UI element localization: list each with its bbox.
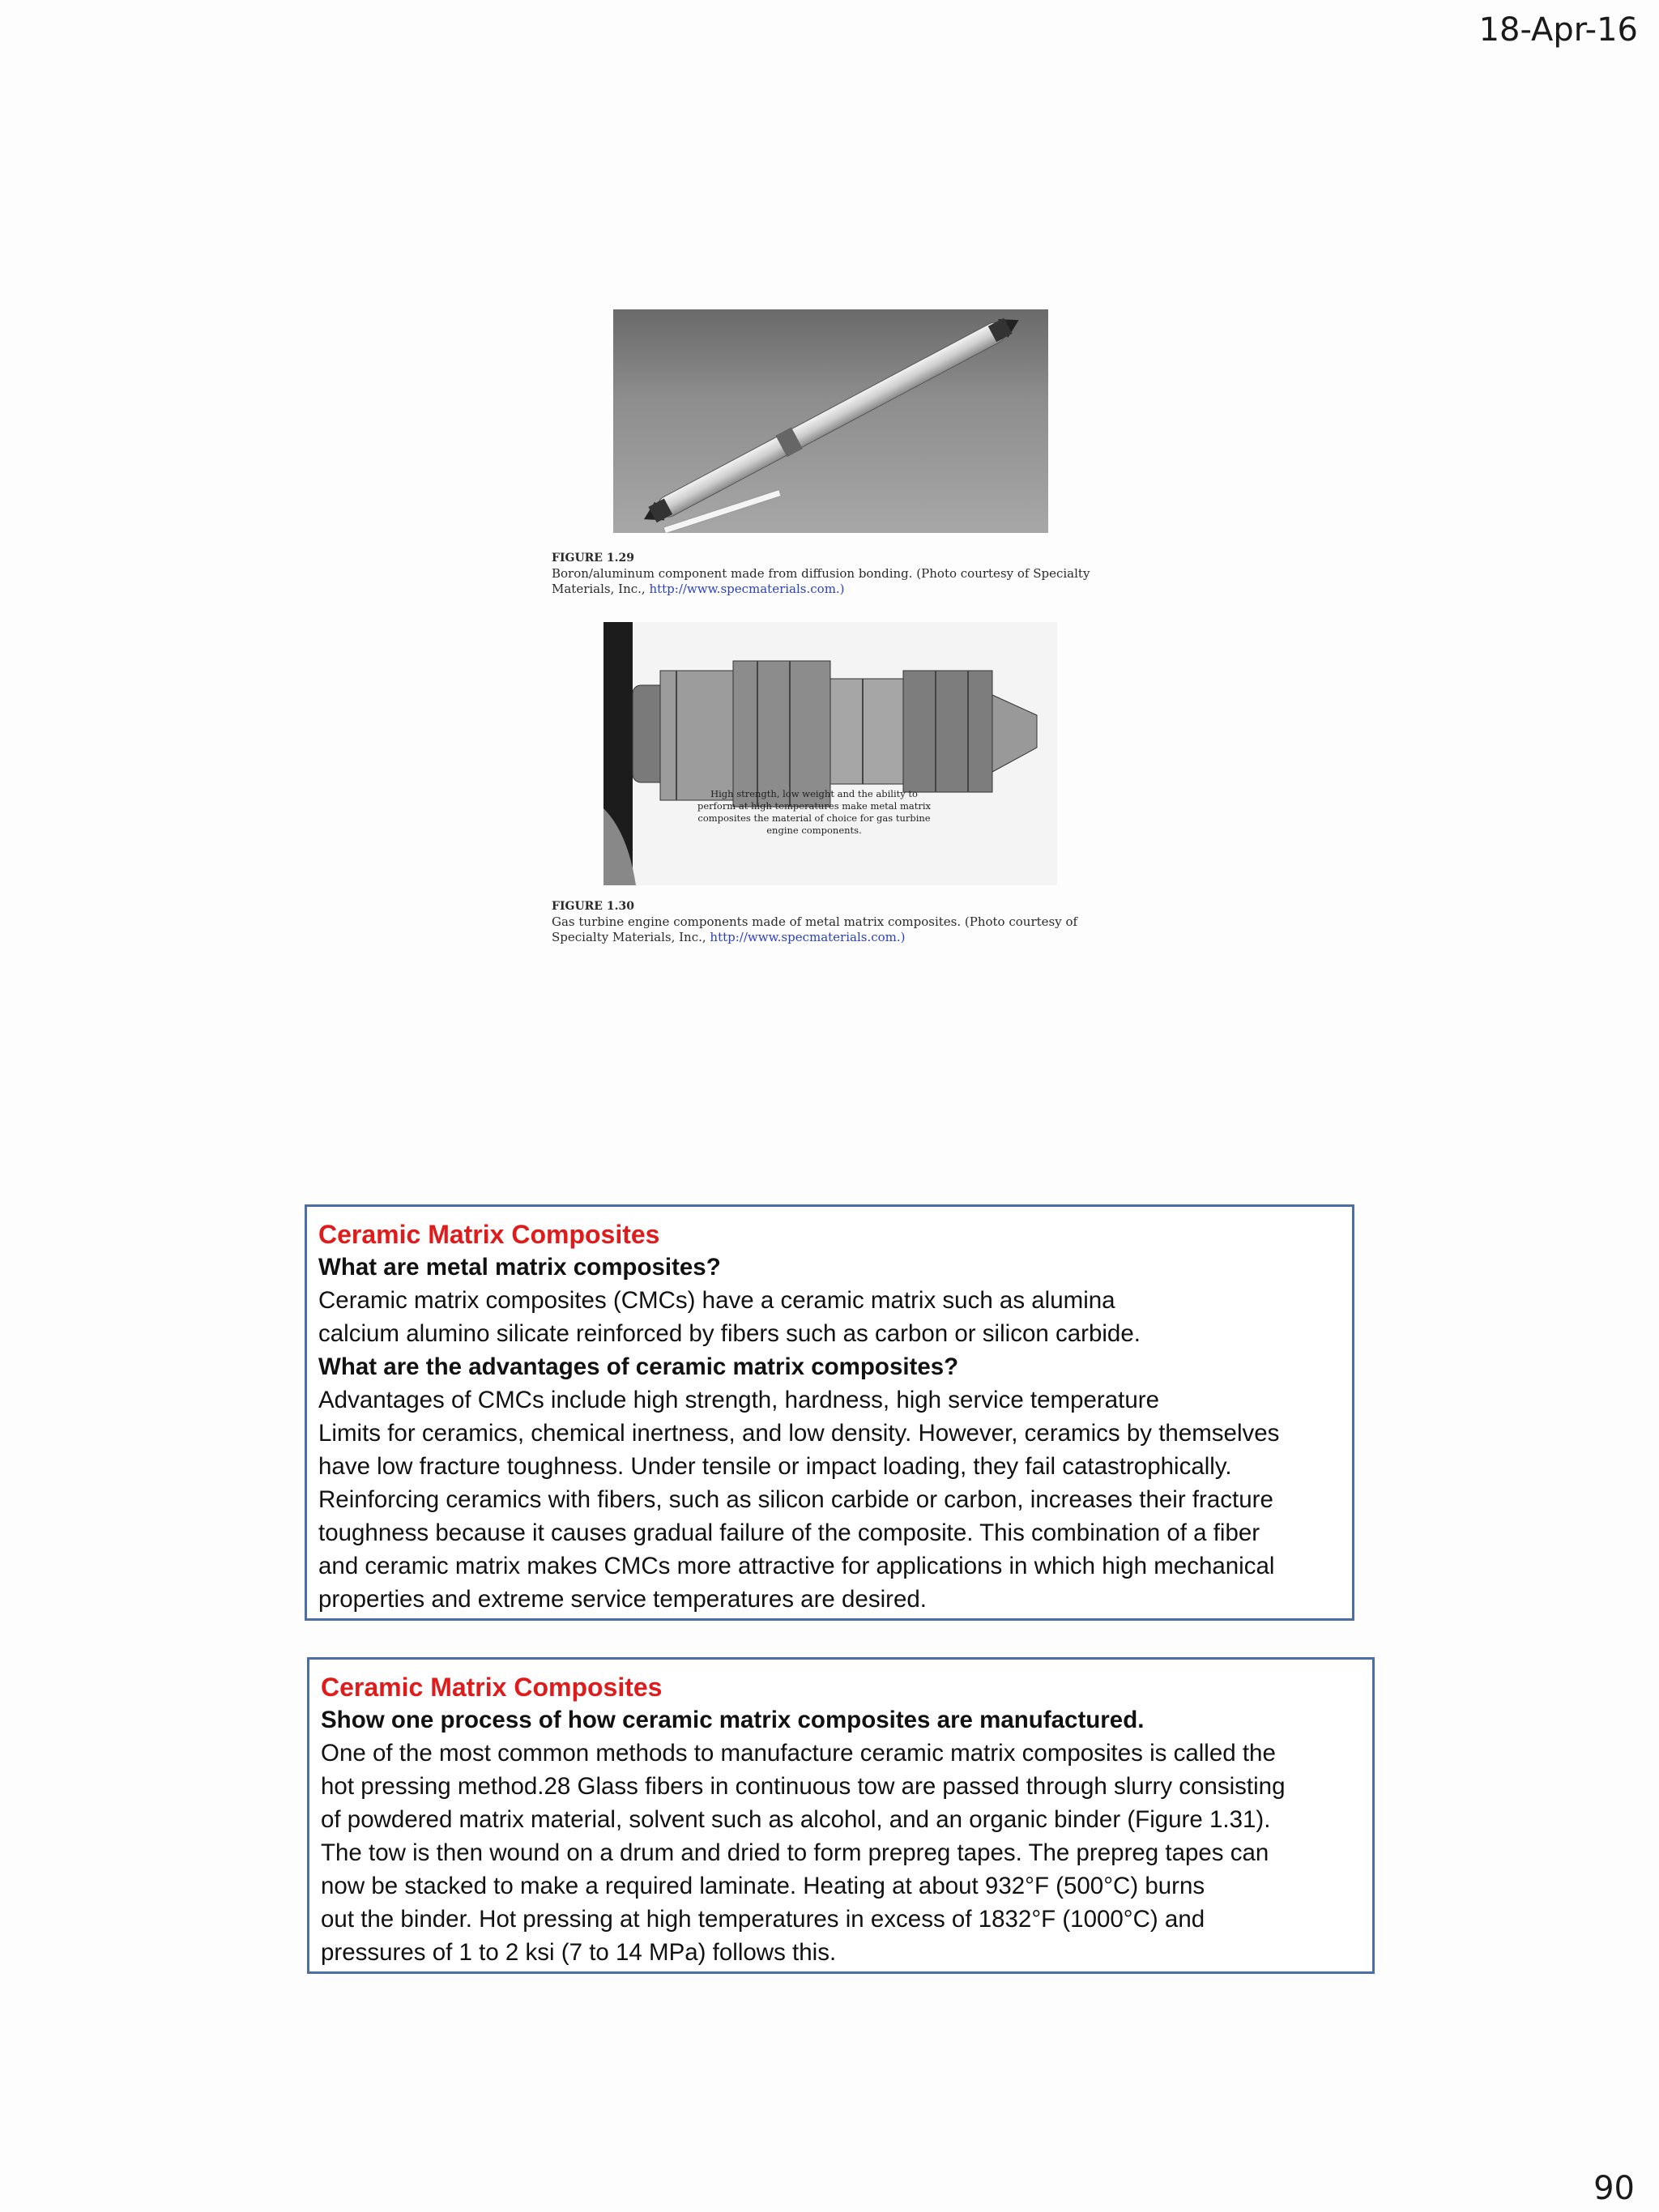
figure-label: FIGURE 1.30 [552, 900, 634, 913]
cmc-definition-box [305, 1204, 1354, 1621]
answer-paragraph: Ceramic matrix composites (CMCs) have a ceramic matrix such as alumina calcium alumino silicate reinforced by fibers such as carbon or silicon carbide. [318, 1287, 1141, 1347]
caption-link[interactable]: http://www.specmaterials.com.) [649, 582, 845, 596]
box-title: Ceramic Matrix Composites [318, 1220, 660, 1249]
cmc-manufacturing-box [307, 1657, 1375, 1974]
figure-1-30-caption [552, 899, 1119, 945]
answer-paragraph: One of the most common methods to manufacture ceramic matrix composites is called the hot pressing method.28 Glass fibers in continuous tow are passed through slurry consisting of powdered matrix material, solvent such as alcohol, and an organic binder (Figure 1.31). The tow is then wound on a drum and dried to form prepreg tapes. The prepreg tapes can now be stacked to make a required laminate. Heating at about 932°F (500°C) burns out the binder. Hot pressing at high temperatures in excess of 1832°F (1000°C) and pressures of 1 to 2 ksi (7 to 14 MPa) follows this. [321, 1740, 1286, 1966]
question-heading: What are the advantages of ceramic matrix composites? [318, 1353, 959, 1380]
gas-turbine-engine-photo [603, 622, 1057, 885]
answer-paragraph: Advantages of CMCs include high strength, hardness, high service temperature Limits for ceramics, chemical inertness, and low density. However, ceramics by themselves have low fracture toughness. Under tensile or impact loading, they fail catastrophically. Reinforcing ceramics with fibers, such as silicon carbide or carbon, increases their fracture toughness because it causes gradual failure of the composite. This combination of a fiber and ceramic matrix makes CMCs more attractive for applications in which high mechanical properties and extreme service temperatures are desired. [318, 1387, 1280, 1613]
figure-1-29-caption [552, 551, 1119, 597]
caption-text: Gas turbine engine components made of metal matrix composites. (Photo courtesy of Specialty Materials, Inc., [552, 914, 1078, 944]
question-heading: What are metal matrix composites? [318, 1254, 721, 1281]
question-heading: Show one process of how ceramic matrix composites are manufactured. [321, 1707, 1145, 1733]
engine-inset-text: High strength, low weight and the ability to perform at high temperatures make metal matrix composites the material of choice for gas turbine engine components. [697, 788, 932, 836]
caption-link[interactable]: http://www.specmaterials.com.) [710, 930, 906, 944]
caption-text: Boron/aluminum component made from diffusion bonding. (Photo courtesy of Specialty Materials, Inc., [552, 566, 1090, 596]
page-number: 90 [1593, 2170, 1635, 2207]
boron-aluminum-rod-photo [613, 309, 1048, 533]
page-date: 18-Apr-16 [1478, 11, 1638, 49]
figure-label: FIGURE 1.29 [552, 552, 634, 565]
box-title: Ceramic Matrix Composites [321, 1673, 663, 1702]
